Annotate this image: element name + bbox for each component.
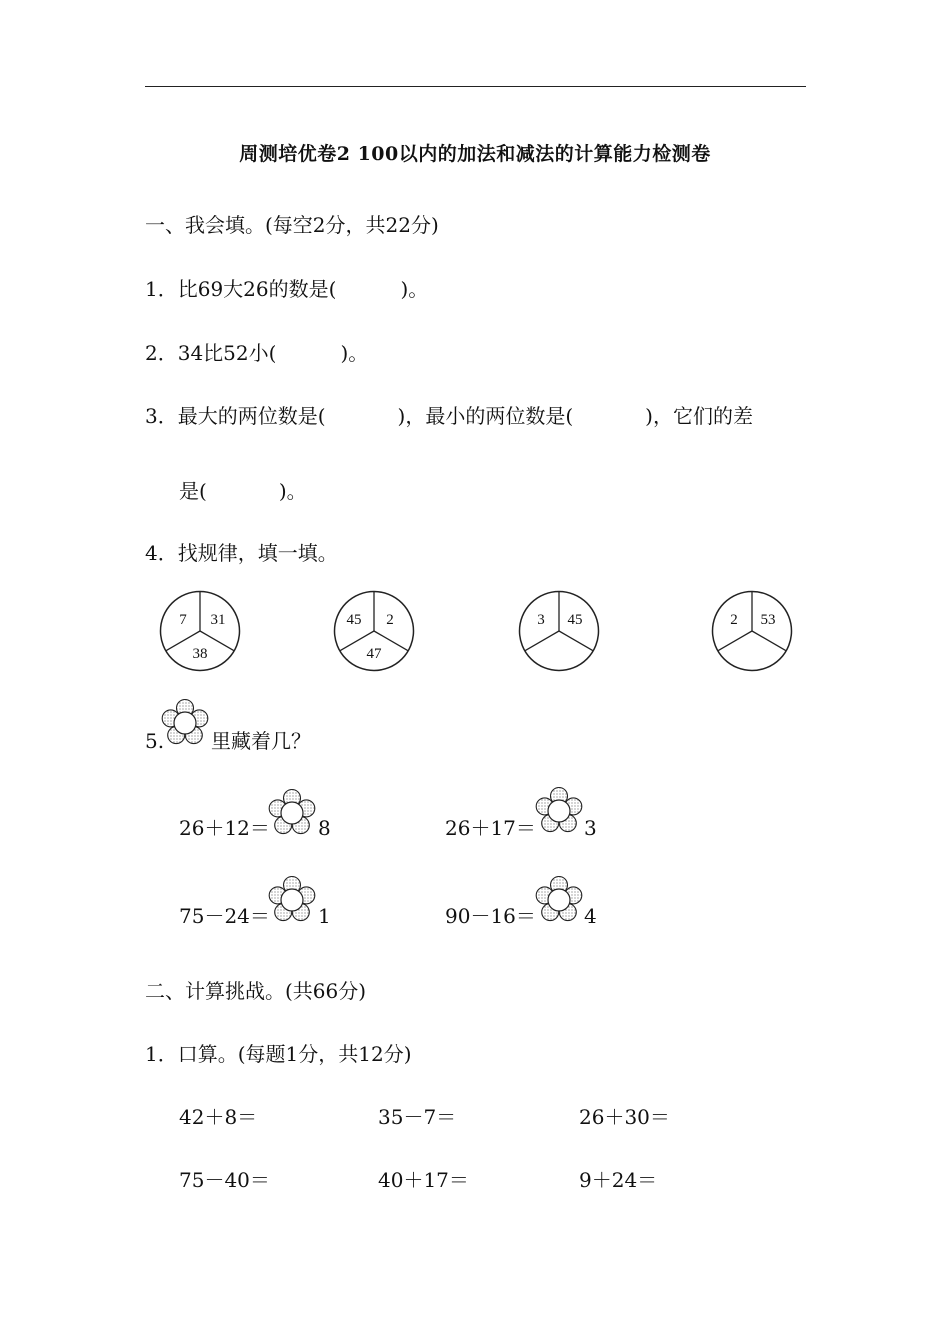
- equation-3-flower-icon[interactable]: [267, 875, 317, 925]
- mental-math-item[interactable]: 9＋24＝: [579, 1168, 658, 1192]
- top-rule: [145, 86, 806, 87]
- section2-heading: 二、计算挑战。(共66分): [145, 979, 367, 1003]
- circle-1-bottom-number: 38: [192, 646, 208, 662]
- circle-4-left-number: 2: [730, 612, 738, 628]
- mental-math-item[interactable]: 40＋17＝: [378, 1168, 469, 1192]
- mental-math-item[interactable]: 26＋30＝: [579, 1105, 670, 1129]
- question-3-line1: [145, 403, 753, 429]
- q1-text-after-blank: )。: [400, 277, 429, 301]
- equation-1-digit: 8: [318, 816, 331, 840]
- q3-text-before-first-blank: 3．最大的两位数是(: [145, 404, 326, 428]
- mental-math-item[interactable]: 35－7＝: [378, 1105, 457, 1129]
- q2-text-after-blank: )。: [340, 341, 369, 365]
- equation-4-flower-icon[interactable]: [534, 875, 584, 925]
- q3-text-after-second-blank: )，它们的差: [645, 404, 753, 428]
- circle-3-right-number: 45: [567, 612, 583, 628]
- equation-4-digit: 4: [584, 904, 597, 928]
- q3-text-middle: )，最小的两位数是(: [397, 404, 574, 428]
- q1-text-before-blank: 1．比69大26的数是(: [145, 277, 337, 301]
- equation-3-digit: 1: [318, 904, 331, 928]
- circle-1-left-number: 7: [179, 612, 187, 628]
- circle-4-right-number: 53: [760, 612, 776, 628]
- equation-1-flower-icon[interactable]: [267, 788, 317, 838]
- circle-3-left-number: 3: [537, 612, 545, 628]
- section2-question-1-label: 1．口算。(每题1分，共12分): [145, 1042, 412, 1066]
- q2-text-before-blank: 2．34比52小(: [145, 341, 277, 365]
- question-2: [145, 340, 368, 366]
- flower-icon: [160, 698, 210, 748]
- question-1: [145, 276, 428, 302]
- question-5-number: 5.: [145, 729, 165, 753]
- equation-3-expression: 75－24＝: [179, 904, 270, 928]
- q3-line2-before-blank: 是(: [179, 479, 207, 503]
- equation-4-expression: 90－16＝: [445, 904, 536, 928]
- mental-math-item[interactable]: 42＋8＝: [179, 1105, 258, 1129]
- equation-2-digit: 3: [584, 816, 597, 840]
- question-5-label: 里藏着几？: [211, 729, 311, 753]
- equation-2-flower-icon[interactable]: [534, 786, 584, 836]
- pattern-circle-2: [333, 590, 415, 672]
- pattern-circle-3: [518, 590, 600, 672]
- q3-line2-after-blank: )。: [278, 479, 307, 503]
- pattern-circle-1: [159, 590, 241, 672]
- pattern-circle-4: [711, 590, 793, 672]
- circle-2-bottom-number: 47: [366, 646, 382, 662]
- equation-2-expression: 26＋17＝: [445, 816, 536, 840]
- section1-heading: 一、我会填。(每空2分，共22分): [145, 213, 439, 237]
- question-4-label: 4．找规律，填一填。: [145, 541, 338, 565]
- circle-2-left-number: 45: [346, 612, 362, 628]
- page-title: 周测培优卷2 100以内的加法和减法的计算能力检测卷: [239, 143, 711, 165]
- circle-1-right-number: 31: [210, 612, 226, 628]
- circle-2-right-number: 2: [386, 612, 394, 628]
- question-3-line2: [179, 478, 307, 504]
- equation-1-expression: 26＋12＝: [179, 816, 270, 840]
- mental-math-item[interactable]: 75－40＝: [179, 1168, 270, 1192]
